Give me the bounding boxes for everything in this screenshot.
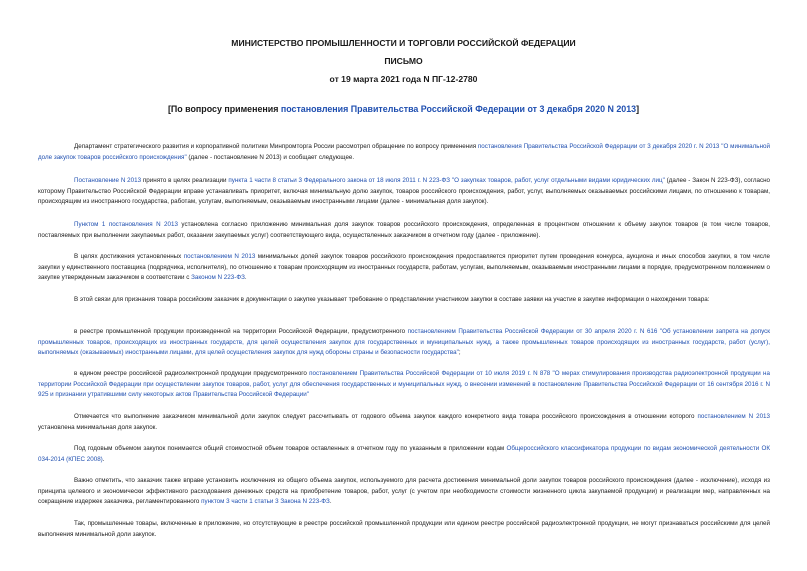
paragraph-8 bbox=[38, 412, 770, 433]
legal-reference-link[interactable]: Общероссийского классификатора продукции по видам экономической деятельности ОК 034-2014 (КПЕС 2008) bbox=[38, 445, 770, 463]
paragraph-3 bbox=[38, 220, 770, 241]
paragraph-text: . bbox=[102, 455, 105, 463]
paragraph-text: . bbox=[244, 274, 247, 282]
paragraph-4 bbox=[38, 252, 770, 284]
paragraph-text: Так, промышленные товары, включенные в приложение, но отсутствующие в реестре российской промышленной продукции или едином реестре российской радиоэлектронной продукции, не могут признаваться российскими для целей выполнения минимальной доли закупок. bbox=[38, 520, 770, 538]
legal-reference-link[interactable]: пунктом 3 части 1 статьи 3 Закона N 223-ФЗ bbox=[201, 498, 330, 506]
paragraph-text: установлена согласно приложению минимальная доля закупок товаров российского происхождения, определенная в процентном отношении к объему закупок товаров (в том числе товаров, поставляемых при выполнении закупаемых работ, оказании закупаемых услуг) соответствующего вида, осуществленных заказчиком в отчетном году (далее - приложение). bbox=[38, 221, 770, 239]
paragraph-11 bbox=[38, 519, 770, 540]
paragraph-text: (далее - Закон N 223-ФЗ), согласно которому Правительство Российской Федерации вправе устанавливать приоритет, включая минимальную долю закупок, товаров российского происхождения, работ, услуг, выполняемых оказываемых российскими лицами, по отношению к товарам, происходящим из иностранного государства, работам, услугам, выполняемым, оказываемым иностранными лицами (далее - минимальная доля закупок). bbox=[38, 177, 770, 206]
paragraph-7 bbox=[38, 369, 770, 401]
paragraph-text: установлена минимальная доля закупок. bbox=[38, 423, 158, 431]
paragraph-text: . bbox=[329, 498, 332, 506]
paragraph-text: принято в целях реализации bbox=[141, 177, 229, 184]
document-date-number: от 19 марта 2021 года N ПГ-12-2780 bbox=[329, 74, 478, 84]
paragraph-text: в реестре промышленной продукции произведенной на территории Российской Федерации, предусмотренного bbox=[74, 328, 408, 335]
legal-reference-link[interactable]: Пунктом 1 постановления N 2013 bbox=[74, 221, 178, 228]
legal-reference-link[interactable]: постановлением N 2013 bbox=[183, 253, 256, 260]
subtitle-suffix: ] bbox=[636, 104, 640, 114]
subtitle-resolution-link[interactable]: постановления Правительства Российской Федерации от 3 декабря 2020 N 2013 bbox=[280, 104, 637, 114]
legal-reference-link[interactable]: постановления Правительства Российской Федерации от 3 декабря 2020 г. N 2013 "О минимальной доле закупок товаров российского происхождения" bbox=[38, 143, 770, 161]
paragraph-5 bbox=[38, 295, 770, 306]
paragraph-6 bbox=[38, 327, 770, 359]
legal-reference-link[interactable]: пункта 1 части 8 статьи 3 Федерального закона от 18 июля 2011 г. N 223-ФЗ "О закупках товаров, работ, услуг отдельными видами юридических лиц" bbox=[228, 177, 665, 184]
paragraph-9 bbox=[38, 444, 770, 465]
legal-reference-link[interactable]: Законом N 223-ФЗ bbox=[191, 274, 245, 282]
paragraph-text: Важно отметить, что заказчик также вправе установить исключения из общего объема закупок, используемого для расчета достижения минимальной доли закупок товаров российского происхождения (далее - исключение), исходя из принципа целевого и экономически эффективного расходования денежных средств на приобретение товаров, работ, услуг (с учетом при необходимости стоимости жизненного цикла закупаемой продукции) и реализации мер, направленных на сокращение издержек заказчика, регламентированного bbox=[38, 477, 770, 506]
document-subtitle bbox=[0, 104, 807, 115]
paragraph-1 bbox=[38, 142, 770, 163]
legal-reference-link[interactable]: Постановление N 2013 bbox=[74, 177, 142, 184]
subtitle-prefix: [По вопросу применения bbox=[167, 104, 281, 114]
document-type: ПИСЬМО bbox=[384, 56, 423, 66]
paragraph-text: (далее - постановление N 2013) и сообщает следующее. bbox=[186, 153, 355, 161]
paragraph-10 bbox=[38, 476, 770, 508]
paragraph-2 bbox=[38, 176, 770, 208]
paragraph-text: минимальных долей закупок товаров российского происхождения предоставляется приоритет путем проведения конкурса, аукциона и иных способов закупки, в том числе закупки у единственного поставщика (подрядчика, исполнителя), по отношению к товарам происходящим из иностранных государств, работам, услугам, выполняемым, оказываемым иностранными лицами в порядке, предусмотренном положением о закупке утвержденным заказчиком в соответствии с bbox=[38, 253, 770, 282]
legal-reference-link[interactable]: постановлением Правительства Российской Федерации от 30 апреля 2020 г. N 616 "Об установлении запрета на допуск промышленных товаров, происходящих из иностранных государств, для целей осуществления закупок для государственных и муниципальных нужд, а также промышленных товаров происходящих из иностранных государств, работ (услуг), выполняемых (оказываемых) иностранными лицами, для целей осуществления закупок для нужд обороны страны и безопасности государства" bbox=[38, 328, 770, 357]
paragraph-text: В этой связи для признания товара российским заказчик в документации о закупке указывает требование о представлении участником закупки в составе заявки на участие в закупке информации о нахождении товара: bbox=[74, 296, 710, 303]
paragraph-text: в едином реестре российской радиоэлектронной продукции предусмотренного bbox=[74, 370, 310, 377]
paragraph-text: В целях достижения установленных bbox=[74, 253, 184, 260]
paragraph-text: Отмечается что выполнение заказчиком минимальной доли закупок следует рассчитывать от годового объема закупок каждого конкретного вида товара российского происхождения в отношении которого bbox=[74, 413, 698, 420]
legal-reference-link[interactable]: постановлением Правительства Российской Федерации от 10 июля 2019 г. N 878 "О мерах стимулирования производства радиоэлектронной продукции на территории Российской Федерации при осуществлении закупок товаров, работ, услуг для обеспечения государственных и муниципальных нужд, о внесении изменений в постановление Правительства Российской Федерации от 16 сентября 2016 г. N 925 и признании утратившими силу некоторых актов Правительства Российской Федерации" bbox=[38, 370, 770, 399]
ministry-heading: МИНИСТЕРСТВО ПРОМЫШЛЕННОСТИ И ТОРГОВЛИ РОССИЙСКОЙ ФЕДЕРАЦИИ bbox=[231, 38, 576, 48]
paragraph-text: Департамент стратегического развития и корпоративной политики Минпромторга России рассмотрел обращение по вопросу применения bbox=[74, 143, 478, 150]
paragraph-text: ; bbox=[458, 349, 461, 357]
legal-reference-link[interactable]: постановлением N 2013 bbox=[697, 413, 771, 420]
paragraph-text: Под годовым объемом закупок понимается общий стоимостной объем товаров оставленных в отчетном году по указанным в приложении кодам bbox=[74, 445, 507, 452]
